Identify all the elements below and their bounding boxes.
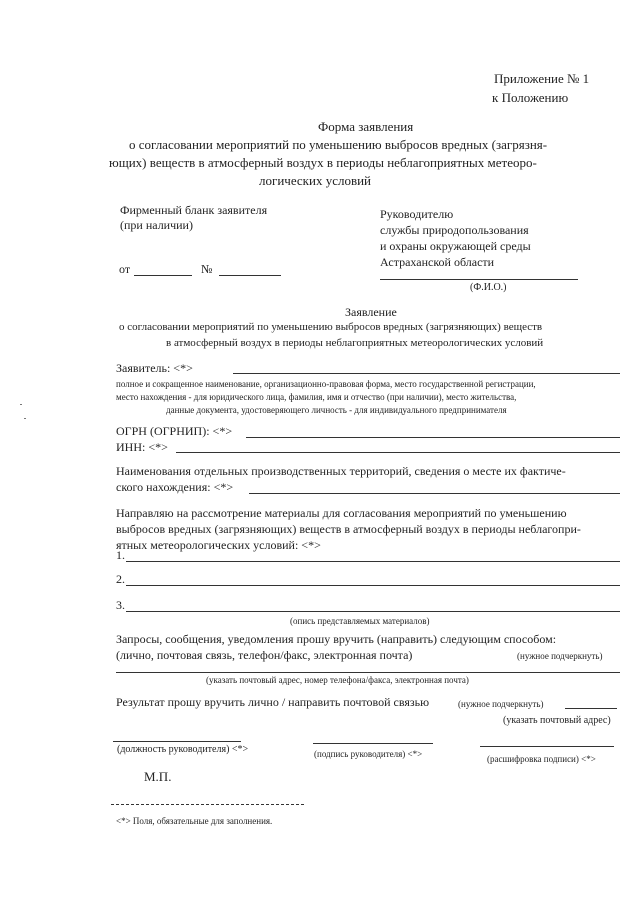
position-caption: (должность руководителя) <*> (117, 744, 249, 755)
applicant-label: Заявитель: <*> (116, 361, 193, 375)
appendix-line1: Приложение № 1 (494, 71, 590, 86)
ogrn-label: ОГРН (ОГРНИП): <*> (116, 424, 233, 438)
scan-speck (24, 418, 26, 419)
result-note: (нужное подчеркнуть) (458, 699, 544, 709)
result-line: Результат прошу вручить лично / направить почтовой связью (116, 695, 430, 709)
appendix-line2: к Положению (492, 90, 569, 105)
form-title-line4: логических условий (259, 173, 372, 188)
delivery-field[interactable] (116, 672, 620, 673)
materials-item-3-field[interactable] (126, 611, 620, 612)
applicant-note-line1: полное и сокращенное наименование, организационно-правовая форма, место государственной регистрации, (116, 379, 536, 389)
signature-caption: (подпись руководителя) <*> (314, 749, 423, 759)
materials-line3: ятных метеорологических условий: <*> (116, 538, 321, 552)
materials-item-1: 1. (116, 548, 125, 562)
delivery-line1: Запросы, сообщения, уведомления прошу вручить (направить) следующим способом: (116, 632, 557, 646)
decoding-field[interactable] (480, 746, 614, 747)
result-caption: (указать почтовый адрес) (503, 715, 611, 726)
number-label: № (201, 262, 213, 276)
materials-item-1-field[interactable] (126, 561, 620, 562)
delivery-note: (нужное подчеркнуть) (517, 651, 603, 661)
form-title-line2: о согласовании мероприятий по уменьшению выбросов вредных (загрязня- (129, 137, 548, 152)
result-address-field[interactable] (565, 708, 617, 709)
stamp-label: М.П. (144, 769, 172, 784)
materials-item-2: 2. (116, 572, 125, 586)
addressee-line3: и охраны окружающей среды (380, 239, 531, 253)
form-title-line3: ющих) веществ в атмосферный воздух в периоды неблагоприятных метеоро- (109, 155, 537, 170)
fio-caption: (Ф.И.О.) (470, 282, 507, 293)
footnote: <*> Поля, обязательные для заполнения. (116, 816, 273, 826)
statement-line2: в атмосферный воздух в периоды неблагоприятных метеорологических условий (166, 337, 544, 349)
addressee-line4: Астраханской области (380, 255, 495, 269)
ogrn-field[interactable] (246, 437, 620, 438)
addressee-line2: службы природопользования (380, 223, 529, 237)
letterhead-label: Фирменный бланк заявителя (120, 203, 268, 217)
position-field[interactable] (113, 741, 241, 742)
inn-field[interactable] (176, 452, 620, 453)
form-title: Форма заявления (318, 119, 414, 134)
applicant-note-line2: место нахождения - для юридического лица, фамилия, имя и отчество (при наличии), место жительства, (116, 392, 517, 402)
addressee-line1: Руководителю (380, 207, 454, 221)
applicant-note-line3: данные документа, удостоверяющего личность - для индивидуального предпринимателя (166, 405, 507, 415)
materials-item-3: 3. (116, 598, 125, 612)
inn-label: ИНН: <*> (116, 440, 168, 454)
statement-title: Заявление (345, 305, 397, 319)
materials-line1: Направляю на рассмотрение материалы для согласования мероприятий по уменьшению (116, 506, 567, 520)
date-label: от (119, 262, 131, 276)
scan-speck (20, 404, 22, 405)
territories-line2: ского нахождения: <*> (116, 480, 234, 494)
number-field[interactable] (219, 275, 281, 276)
decoding-caption: (расшифровка подписи) <*> (487, 754, 596, 764)
letterhead-note: (при наличии) (120, 218, 193, 232)
addressee-fio-field[interactable] (380, 279, 578, 280)
signature-field[interactable] (313, 743, 433, 744)
footnote-divider (111, 804, 304, 805)
date-field[interactable] (134, 275, 192, 276)
materials-caption: (опись представляемых материалов) (290, 616, 430, 626)
applicant-field[interactable] (233, 373, 620, 374)
materials-line2: выбросов вредных (загрязняющих) веществ в атмосферный воздух в периоды неблагопри- (116, 522, 581, 536)
delivery-line2: (лично, почтовая связь, телефон/факс, электронная почта) (116, 648, 413, 662)
territories-field[interactable] (249, 493, 620, 494)
delivery-caption: (указать почтовый адрес, номер телефона/факса, электронная почта) (206, 675, 469, 685)
statement-line1: о согласовании мероприятий по уменьшению выбросов вредных (загрязняющих) веществ (119, 321, 543, 333)
territories-line1: Наименования отдельных производственных территорий, сведения о месте их фактиче- (116, 464, 566, 478)
materials-item-2-field[interactable] (126, 585, 620, 586)
